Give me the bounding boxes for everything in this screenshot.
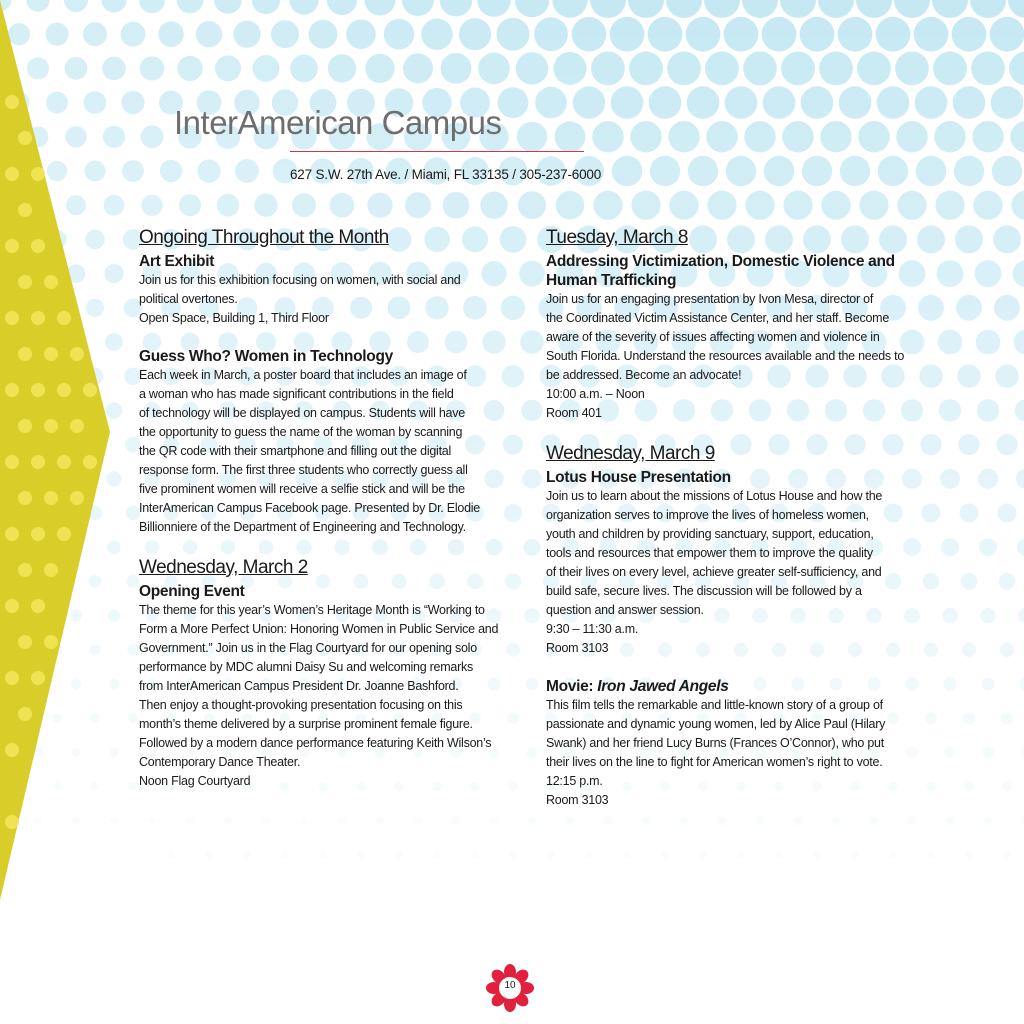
event-body-opening-event — [139, 601, 531, 791]
body-line: Room 3103 — [546, 793, 609, 807]
body-line: of technology will be displayed on campus. Students will have — [139, 406, 465, 420]
body-line: Room 401 — [546, 406, 602, 420]
body-line: build safe, secure lives. The discussion will be followed by a — [546, 584, 862, 598]
body-line: Open Space, Building 1, Third Floor — [139, 311, 329, 325]
section-heading-ongoing: Ongoing Throughout the Month — [139, 227, 389, 248]
spacer — [139, 537, 531, 556]
section-heading-march-9: Wednesday, March 9 — [546, 443, 715, 464]
body-line: the QR code with their smartphone and filling out the digital — [139, 444, 452, 458]
section-heading-march-8: Tuesday, March 8 — [546, 227, 688, 248]
right-column — [546, 226, 941, 810]
body-line: South Florida. Understand the resources available and the needs to — [546, 349, 905, 363]
body-line: 9:30 – 11:30 a.m. — [546, 622, 639, 636]
body-line: Government.” Join us in the Flag Courtyard for our opening solo — [139, 641, 477, 655]
body-line: the opportunity to guess the name of the woman by scanning — [139, 425, 463, 439]
body-line: a woman who has made significant contributions in the field — [139, 387, 454, 401]
section-heading-march-2: Wednesday, March 2 — [139, 557, 308, 578]
body-line: youth and children by providing sanctuary, support, education, — [546, 527, 874, 541]
event-body-lotus-house — [546, 487, 941, 658]
movie-film-title: Iron Jawed Angels — [597, 678, 729, 695]
body-line: Room 3103 — [546, 641, 609, 655]
body-line: their lives on the line to fight for American women’s right to vote. — [546, 755, 883, 769]
event-title-victimization — [546, 252, 941, 290]
spacer — [546, 658, 941, 677]
event-body-guess-who — [139, 366, 531, 537]
spacer — [139, 328, 531, 347]
body-line: tools and resources that empower them to improve the quality — [546, 546, 873, 560]
body-line: from InterAmerican Campus President Dr. Joanne Bashford. — [139, 679, 459, 693]
body-line: political overtones. — [139, 292, 238, 306]
page-number-badge — [485, 963, 535, 1013]
body-line: 12:15 p.m. — [546, 774, 603, 788]
body-line: Each week in March, a poster board that includes an image of — [139, 368, 467, 382]
body-line: five prominent women will receive a selfie stick and will be the — [139, 482, 465, 496]
page-number: 10 — [504, 980, 516, 991]
body-line: passionate and dynamic young women, led by Alice Paul (Hilary — [546, 717, 886, 731]
body-line: question and answer session. — [546, 603, 704, 617]
body-line: month’s theme delivered by a surprise prominent female figure. — [139, 717, 473, 731]
movie-label: Movie: — [546, 678, 598, 695]
body-line: response form. The first three students who correctly guess all — [139, 463, 468, 477]
spacer — [546, 423, 941, 442]
event-body-movie — [546, 696, 941, 810]
event-body-art-exhibit — [139, 271, 531, 328]
body-line: InterAmerican Campus Facebook page. Presented by Dr. Elodie — [139, 501, 480, 515]
campus-title: InterAmerican Campus — [174, 104, 502, 141]
title-rule — [290, 151, 584, 152]
event-body-victimization — [546, 290, 941, 423]
body-line: Contemporary Dance Theater. — [139, 755, 301, 769]
body-line: Join us for this exhibition focusing on women, with social and — [139, 273, 461, 287]
body-line: be addressed. Become an advocate! — [546, 368, 742, 382]
body-line: Then enjoy a thought-provoking presentation focusing on this — [139, 698, 463, 712]
title-line: Addressing Victimization, Domestic Violence and — [546, 253, 895, 270]
body-line: Form a More Perfect Union: Honoring Women in Public Service and — [139, 622, 499, 636]
event-title-movie — [546, 677, 941, 696]
event-title-guess-who: Guess Who? Women in Technology — [139, 348, 393, 365]
title-line: Human Trafficking — [546, 272, 677, 289]
body-line: Noon Flag Courtyard — [139, 774, 251, 788]
event-title-opening-event: Opening Event — [139, 583, 245, 600]
body-line: aware of the severity of issues affecting women and violence in — [546, 330, 880, 344]
body-line: organization serves to improve the lives of homeless women, — [546, 508, 869, 522]
body-line: The theme for this year’s Women’s Heritage Month is “Working to — [139, 603, 485, 617]
body-line: This film tells the remarkable and little-known story of a group of — [546, 698, 883, 712]
campus-address: 627 S.W. 27th Ave. / Miami, FL 33135 / 305-237-6000 — [290, 167, 601, 182]
body-line: Join us for an engaging presentation by Ivon Mesa, director of — [546, 292, 874, 306]
event-title-art-exhibit: Art Exhibit — [139, 253, 215, 270]
left-column — [139, 226, 531, 791]
body-line: performance by MDC alumni Daisy Su and welcoming remarks — [139, 660, 474, 674]
body-line: Swank) and her friend Lucy Burns (Frances O’Connor), who put — [546, 736, 884, 750]
body-line: Join us to learn about the missions of Lotus House and how the — [546, 489, 883, 503]
body-line: Billionniere of the Department of Engineering and Technology. — [139, 520, 466, 534]
body-line: of their lives on every level, achieve greater self-sufficiency, and — [546, 565, 882, 579]
event-title-lotus-house: Lotus House Presentation — [546, 469, 731, 486]
body-line: Followed by a modern dance performance featuring Keith Wilson’s — [139, 736, 492, 750]
body-line: the Coordinated Victim Assistance Center, and her staff. Become — [546, 311, 890, 325]
body-line: 10:00 a.m. – Noon — [546, 387, 645, 401]
